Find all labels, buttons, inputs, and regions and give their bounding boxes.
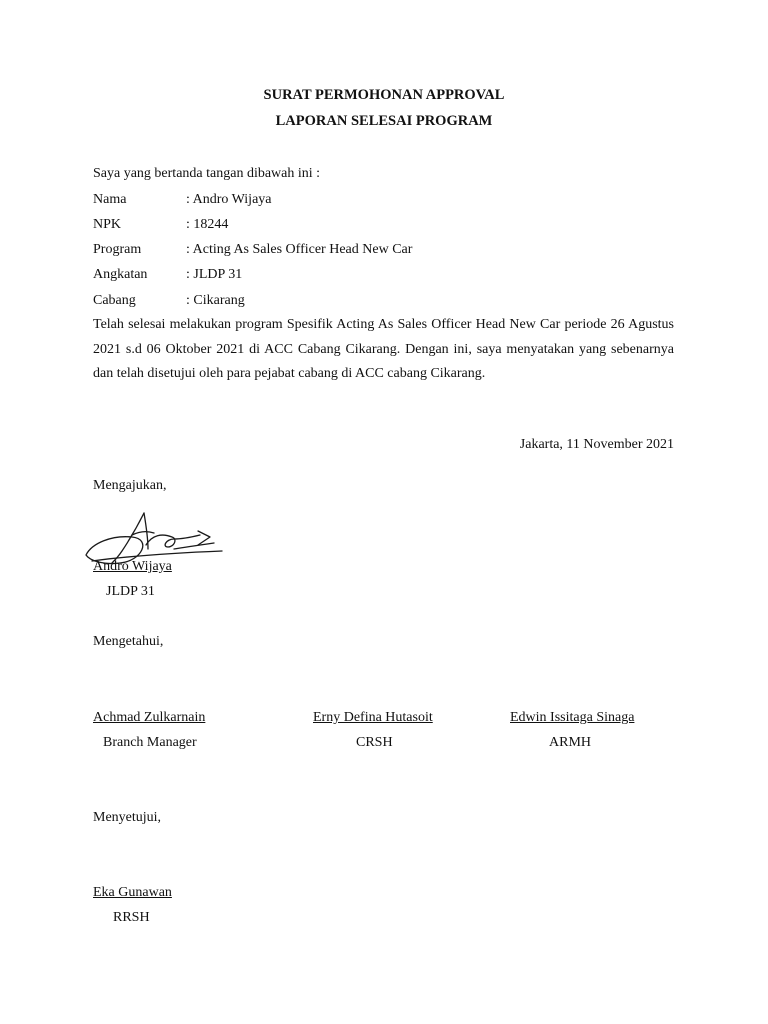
- approver-role: RRSH: [113, 910, 150, 925]
- field-label-angkatan: Angkatan: [93, 267, 148, 282]
- field-label-nama: Nama: [93, 192, 127, 207]
- applicant-name: Andro Wijaya: [93, 559, 172, 574]
- field-label-cabang: Cabang: [93, 293, 136, 308]
- acknowledger-name-armh: Edwin Issitaga Sinaga: [510, 710, 635, 725]
- submitted-label: Mengajukan,: [93, 478, 167, 493]
- field-label-program: Program: [93, 242, 142, 257]
- field-label-npk: NPK: [93, 217, 122, 232]
- acknowledger-role-branch-manager: Branch Manager: [103, 735, 197, 750]
- intro-text: Saya yang bertanda tangan dibawah ini :: [93, 166, 321, 181]
- approved-label: Menyetujui,: [93, 810, 162, 825]
- field-value-nama: : Andro Wijaya: [186, 192, 272, 207]
- acknowledger-role-crsh: CRSH: [356, 735, 393, 750]
- letter-title: SURAT PERMOHONAN APPROVAL: [263, 87, 505, 103]
- field-value-cabang: : Cikarang: [186, 293, 245, 308]
- approver-name: Eka Gunawan: [93, 885, 172, 900]
- field-value-npk: : 18244: [186, 217, 229, 232]
- body-paragraph: Telah selesai melakukan program Spesifik Acting As Sales Officer Head New Car periode 26 Agustus 2021 s.d 06 Oktober 2021 di ACC Cabang Cikarang. Dengan ini, saya menyatakan yang sebenarnya dan telah disetujui oleh para pejabat cabang di ACC cabang Cikarang.: [93, 317, 674, 381]
- acknowledger-name-crsh: Erny Defina Hutasoit: [313, 710, 433, 725]
- letter-date: Jakarta, 11 November 2021: [519, 437, 674, 452]
- acknowledged-label: Mengetahui,: [93, 634, 164, 649]
- field-value-program: : Acting As Sales Officer Head New Car: [186, 242, 413, 257]
- acknowledger-name-branch-manager: Achmad Zulkarnain: [93, 710, 206, 725]
- field-value-angkatan: : JLDP 31: [186, 267, 243, 282]
- acknowledger-role-armh: ARMH: [549, 735, 592, 750]
- letter-subtitle: LAPORAN SELESAI PROGRAM: [275, 113, 493, 129]
- applicant-role: JLDP 31: [106, 584, 155, 599]
